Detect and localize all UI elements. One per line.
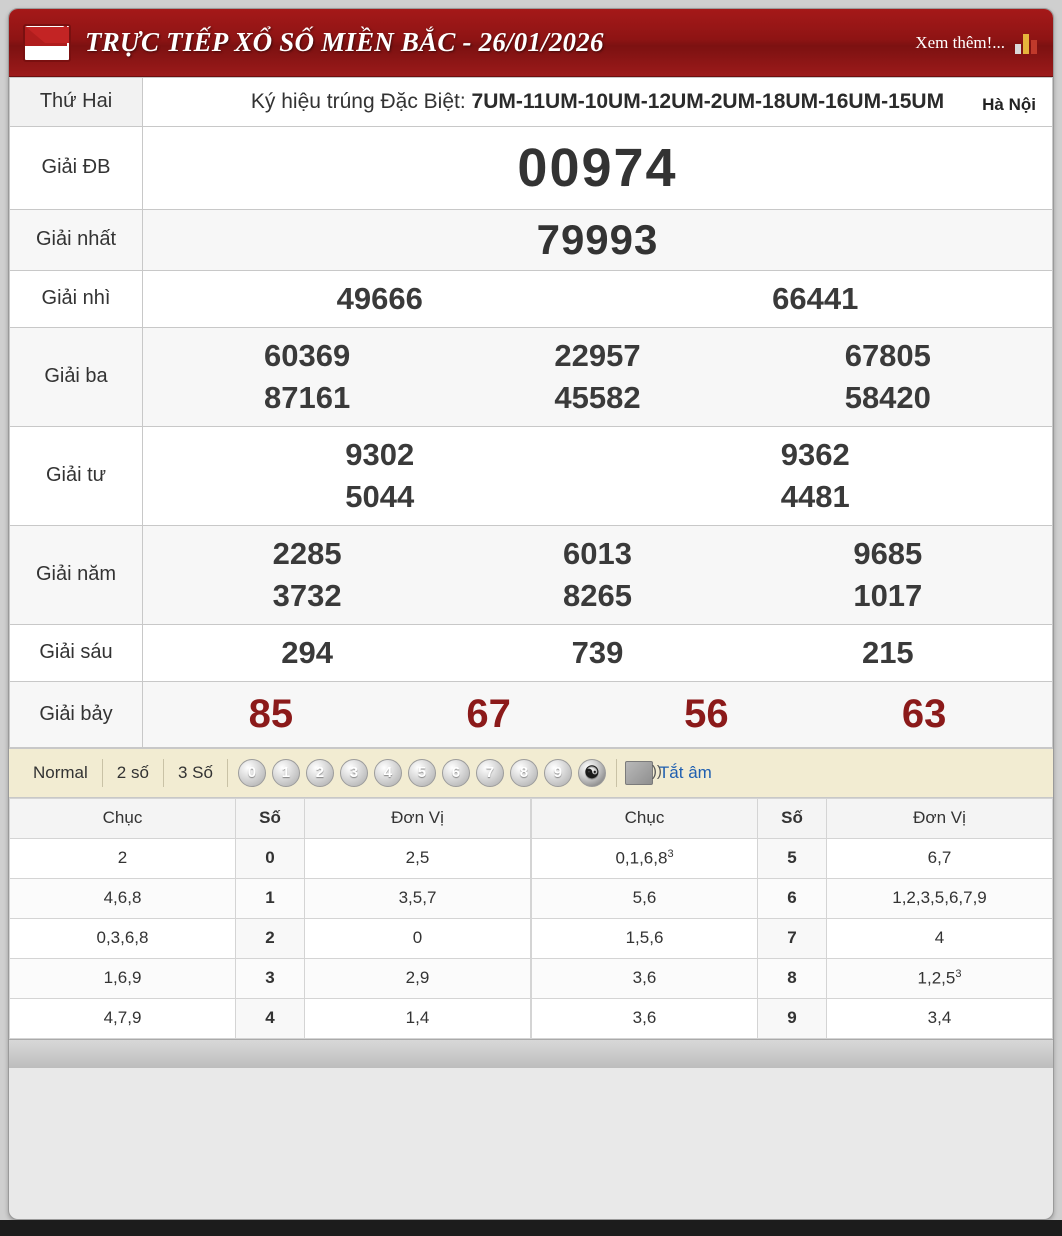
digit-ball-8[interactable]: 8 xyxy=(510,759,538,787)
table-row xyxy=(10,838,531,878)
prize-number: 58420 xyxy=(844,379,931,415)
more-link[interactable]: Xem thêm!... xyxy=(915,32,1005,52)
digit-ball-3[interactable]: 3 xyxy=(340,759,368,787)
cell-units: 1,2,5$^3$ xyxy=(827,958,1053,998)
prize-number: 66441 xyxy=(772,280,859,316)
cell-tens: 0,3,6,8 xyxy=(10,918,236,958)
day-label: Thứ Hai xyxy=(10,78,143,127)
cell-units: 2,9 xyxy=(305,958,531,998)
prize-number: 49666 xyxy=(336,280,423,316)
cell-num: 7 xyxy=(758,918,827,958)
title-bar xyxy=(9,9,1053,77)
cell-units: 4 xyxy=(827,918,1053,958)
table-header-row xyxy=(532,798,1053,838)
speaker-icon xyxy=(625,761,653,785)
table-row xyxy=(10,998,531,1038)
cell-tens: 3,6 xyxy=(532,998,758,1038)
panel-footer xyxy=(9,1039,1053,1068)
cell-units: 2,5 xyxy=(305,838,531,878)
digit-ball-group xyxy=(228,759,616,787)
prize-number: 67805 xyxy=(844,337,931,373)
symbol-label: Ký hiệu trúng Đặc Biệt: xyxy=(250,90,466,113)
prize-values-bay xyxy=(143,681,1053,747)
prize-number: 87161 xyxy=(264,379,351,415)
mode-normal-button[interactable]: Normal xyxy=(33,762,88,782)
prize-number: 739 xyxy=(571,634,624,670)
prize-number: 63 xyxy=(901,691,947,736)
col-header-units: Đơn Vị xyxy=(827,798,1053,838)
table-row-sau xyxy=(10,624,1053,681)
prize-number: 294 xyxy=(281,634,334,670)
table-row xyxy=(532,838,1053,878)
prize-number: 45582 xyxy=(554,379,641,415)
prize-number: 3732 xyxy=(272,577,342,613)
cell-num: 0 xyxy=(236,838,305,878)
lottery-panel xyxy=(8,8,1054,1220)
stats-table-right xyxy=(531,798,1053,1039)
prize-label-nam: Giải năm xyxy=(10,525,143,624)
digit-ball-5[interactable]: 5 xyxy=(408,759,436,787)
cell-tens: 1,5,6 xyxy=(532,918,758,958)
two-digit-button[interactable]: 2 số xyxy=(116,762,149,782)
prize-number: 5044 xyxy=(345,478,415,514)
table-row-day xyxy=(10,78,1053,127)
cell-tens: 1,6,9 xyxy=(10,958,236,998)
prize-values-nhi xyxy=(143,270,1053,327)
prize-number: 56 xyxy=(684,691,729,736)
prize-number: 1017 xyxy=(853,577,923,613)
sound-label[interactable]: Tắt âm xyxy=(658,762,712,782)
special-symbol-cell xyxy=(143,78,1053,127)
sound-toggle[interactable] xyxy=(625,761,712,785)
cell-units: 6,7 xyxy=(827,838,1053,878)
cell-num: 3 xyxy=(236,958,305,998)
table-row xyxy=(532,878,1053,918)
prize-value-nhat: 79993 xyxy=(143,209,1053,270)
prize-label-db: Giải ĐB xyxy=(10,126,143,209)
toolbar-divider xyxy=(616,759,617,787)
prize-label-sau: Giải sáu xyxy=(10,624,143,681)
cell-tens: 5,6 xyxy=(532,878,758,918)
cell-num: 6 xyxy=(758,878,827,918)
prize-number: 2285 xyxy=(272,535,342,571)
city-label: Hà Nội xyxy=(982,95,1036,114)
prize-values-nam xyxy=(143,525,1053,624)
cell-num: 9 xyxy=(758,998,827,1038)
prize-number: 22957 xyxy=(554,337,641,373)
prize-values-tu xyxy=(143,426,1053,525)
prize-values-sau xyxy=(143,624,1053,681)
prize-number: 215 xyxy=(861,634,914,670)
stats-table-left xyxy=(9,798,531,1039)
cell-num: 5 xyxy=(758,838,827,878)
status-bar xyxy=(0,1220,1062,1236)
prize-label-ba: Giải ba xyxy=(10,327,143,426)
table-row xyxy=(10,958,531,998)
prize-value-db: 00974 xyxy=(143,126,1053,209)
prize-label-nhi: Giải nhì xyxy=(10,270,143,327)
prize-number: 67 xyxy=(466,691,511,736)
table-row-nhat xyxy=(10,209,1053,270)
table-header-row xyxy=(10,798,531,838)
table-row xyxy=(10,918,531,958)
prize-label-tu: Giải tư xyxy=(10,426,143,525)
prize-number: 6013 xyxy=(563,535,632,571)
prize-number: 9685 xyxy=(853,535,923,571)
prize-number: 9362 xyxy=(780,436,850,472)
table-row xyxy=(532,998,1053,1038)
page-title: TRỰC TIẾP XỔ SỐ MIỀN BẮC - 26/01/2026 xyxy=(85,27,604,57)
cell-tens: 2 xyxy=(10,838,236,878)
cell-tens: 4,7,9 xyxy=(10,998,236,1038)
col-header-units: Đơn Vị xyxy=(305,798,531,838)
col-header-tens: Chục xyxy=(10,798,236,838)
prize-label-nhat: Giải nhất xyxy=(10,209,143,270)
table-row-nhi xyxy=(10,270,1053,327)
three-digit-button[interactable]: 3 Số xyxy=(177,762,213,782)
symbol-codes: 7UM-11UM-10UM-12UM-2UM-18UM-16UM-15UM xyxy=(471,90,945,113)
table-row-tu xyxy=(10,426,1053,525)
prize-values-ba xyxy=(143,327,1053,426)
cell-tens: 4,6,8 xyxy=(10,878,236,918)
table-row xyxy=(532,958,1053,998)
table-row xyxy=(10,878,531,918)
col-header-num: Số xyxy=(236,798,305,838)
digit-ball-9[interactable]: 9 xyxy=(544,759,572,787)
prize-number: 85 xyxy=(248,691,294,736)
table-row-bay xyxy=(10,681,1053,747)
statistics-section xyxy=(9,798,1053,1039)
filter-toolbar xyxy=(9,748,1053,798)
bar-chart-icon[interactable] xyxy=(1015,32,1039,54)
results-table xyxy=(9,77,1053,748)
cell-tens: 0,1,6,8$^3$ xyxy=(532,838,758,878)
digit-ball-0[interactable]: 0 xyxy=(238,759,266,787)
cell-num: 2 xyxy=(236,918,305,958)
prize-number: 8265 xyxy=(563,577,632,613)
cell-num: 8 xyxy=(758,958,827,998)
cell-units: 3,5,7 xyxy=(305,878,531,918)
col-header-num: Số xyxy=(758,798,827,838)
cell-num: 4 xyxy=(236,998,305,1038)
cell-units: 3,4 xyxy=(827,998,1053,1038)
table-row-ba xyxy=(10,327,1053,426)
digit-ball-4[interactable]: 4 xyxy=(374,759,402,787)
table-row-nam xyxy=(10,525,1053,624)
yin-yang-icon[interactable]: ☯ xyxy=(578,759,606,787)
prize-label-bay: Giải bảy xyxy=(10,681,143,747)
cell-units: 1,4 xyxy=(305,998,531,1038)
col-header-tens: Chục xyxy=(532,798,758,838)
digit-ball-1[interactable]: 1 xyxy=(272,759,300,787)
digit-ball-7[interactable]: 7 xyxy=(476,759,504,787)
cell-units: 0 xyxy=(305,918,531,958)
cell-num: 1 xyxy=(236,878,305,918)
mail-icon xyxy=(23,24,71,62)
prize-number: 9302 xyxy=(345,436,415,472)
cell-tens: 3,6 xyxy=(532,958,758,998)
prize-number: 60369 xyxy=(264,337,351,373)
cell-units: 1,2,3,5,6,7,9 xyxy=(827,878,1053,918)
digit-ball-2[interactable]: 2 xyxy=(306,759,334,787)
digit-ball-6[interactable]: 6 xyxy=(442,759,470,787)
prize-number: 4481 xyxy=(780,478,850,514)
table-row-db xyxy=(10,126,1053,209)
title-bar-actions xyxy=(915,32,1039,54)
table-row xyxy=(532,918,1053,958)
